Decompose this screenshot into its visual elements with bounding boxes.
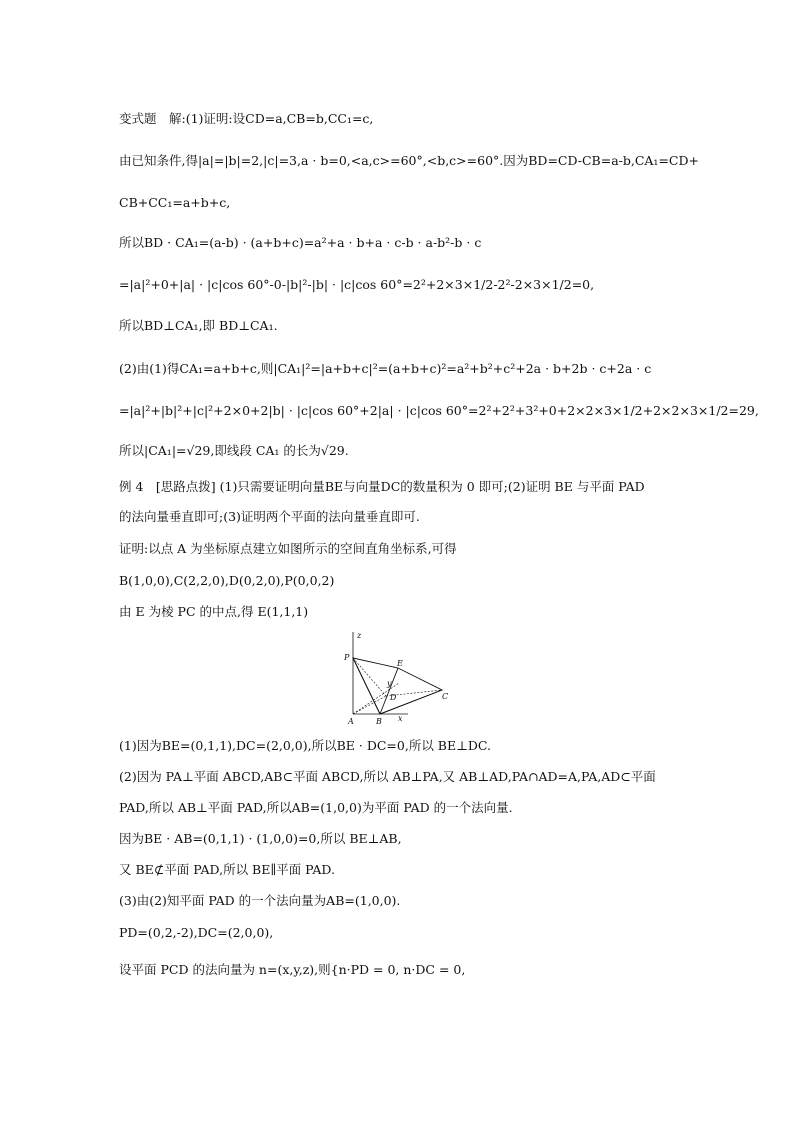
label-y: y (387, 679, 392, 688)
text-line: 例 4 [思路点拨] (1)只需要证明向量BE与向量DC的数量积为 0 即可;(2)证明 BE 与平面 PAD (119, 479, 645, 494)
text-line: 设平面 PCD 的法向量为 n=(x,y,z),则{n·PD = 0, n·DC = 0, (119, 962, 466, 977)
text-line: PD=(0,2,-2),DC=(2,0,0), (119, 925, 274, 940)
text-line: 由已知条件,得|a|=|b|=2,|c|=3,a · b=0,<a,c>=60°,<b,c>=60°.因为BD=CD-CB=a-b,CA₁=CD+ (119, 153, 699, 168)
label-a: A (348, 717, 354, 726)
label-d: D (390, 693, 397, 702)
edge-pb (353, 658, 380, 714)
text-line: (3)由(2)知平面 PAD 的一个法向量为AB=(1,0,0). (119, 893, 401, 908)
label-x: x (398, 714, 403, 723)
label-e: E (397, 659, 403, 668)
label-b: B (376, 717, 382, 726)
coordinate-figure (338, 628, 460, 728)
text-line: 又 BE⊄平面 PAD,所以 BE∥平面 PAD. (119, 862, 335, 877)
text-line: B(1,0,0),C(2,2,0),D(0,2,0),P(0,0,2) (119, 573, 335, 588)
text-line: =|a|²+0+|a| · |c|cos 60°-0-|b|²-|b| · |c|cos 60°=2²+2×3×1/2-2²-2×3×1/2=0, (119, 277, 595, 292)
text-line: CB+CC₁=a+b+c, (119, 195, 231, 210)
label-z: z (357, 631, 362, 640)
text-line: (2)因为 PA⊥平面 ABCD,AB⊂平面 ABCD,所以 AB⊥PA,又 AB⊥AD,PA∩AD=A,PA,AD⊂平面 (119, 769, 656, 784)
label-c: C (442, 692, 449, 701)
text-line: (1)因为BE=(0,1,1),DC=(2,0,0),所以BE · DC=0,所以 BE⊥DC. (119, 738, 491, 753)
text-line: 所以BD⊥CA₁,即 BD⊥CA₁. (119, 318, 278, 333)
text-line: 所以|CA₁|=√29,即线段 CA₁ 的长为√29. (119, 443, 349, 458)
label-p: P (344, 653, 350, 662)
text-line: =|a|²+|b|²+|c|²+2×0+2|b| · |c|cos 60°+2|a| · |c|cos 60°=2²+2²+3²+0+2×2×3×1/2+2×2×3×1/2=29, (119, 403, 759, 418)
edge-pd (353, 658, 386, 696)
text-line: 因为BE · AB=(0,1,1) · (1,0,0)=0,所以 BE⊥AB, (119, 831, 402, 846)
text-line: 证明:以点 A 为坐标原点建立如图所示的空间直角坐标系,可得 (119, 541, 457, 556)
edge-be (380, 668, 398, 714)
text-line: 的法向量垂直即可;(3)证明两个平面的法向量垂直即可. (119, 509, 420, 524)
text-line: 变式题 解:(1)证明:设CD=a,CB=b,CC₁=c, (119, 111, 374, 126)
text-line: 所以BD · CA₁=(a-b) · (a+b+c)=a²+a · b+a · c-b · a-b²-b · c (119, 235, 482, 250)
text-line: 由 E 为棱 PC 的中点,得 E(1,1,1) (119, 604, 309, 619)
text-line: (2)由(1)得CA₁=a+b+c,则|CA₁|²=|a+b+c|²=(a+b+c)²=a²+b²+c²+2a · b+2b · c+2a · c (119, 361, 652, 376)
text-line: PAD,所以 AB⊥平面 PAD,所以AB=(1,0,0)为平面 PAD 的一个法向量. (119, 800, 513, 815)
